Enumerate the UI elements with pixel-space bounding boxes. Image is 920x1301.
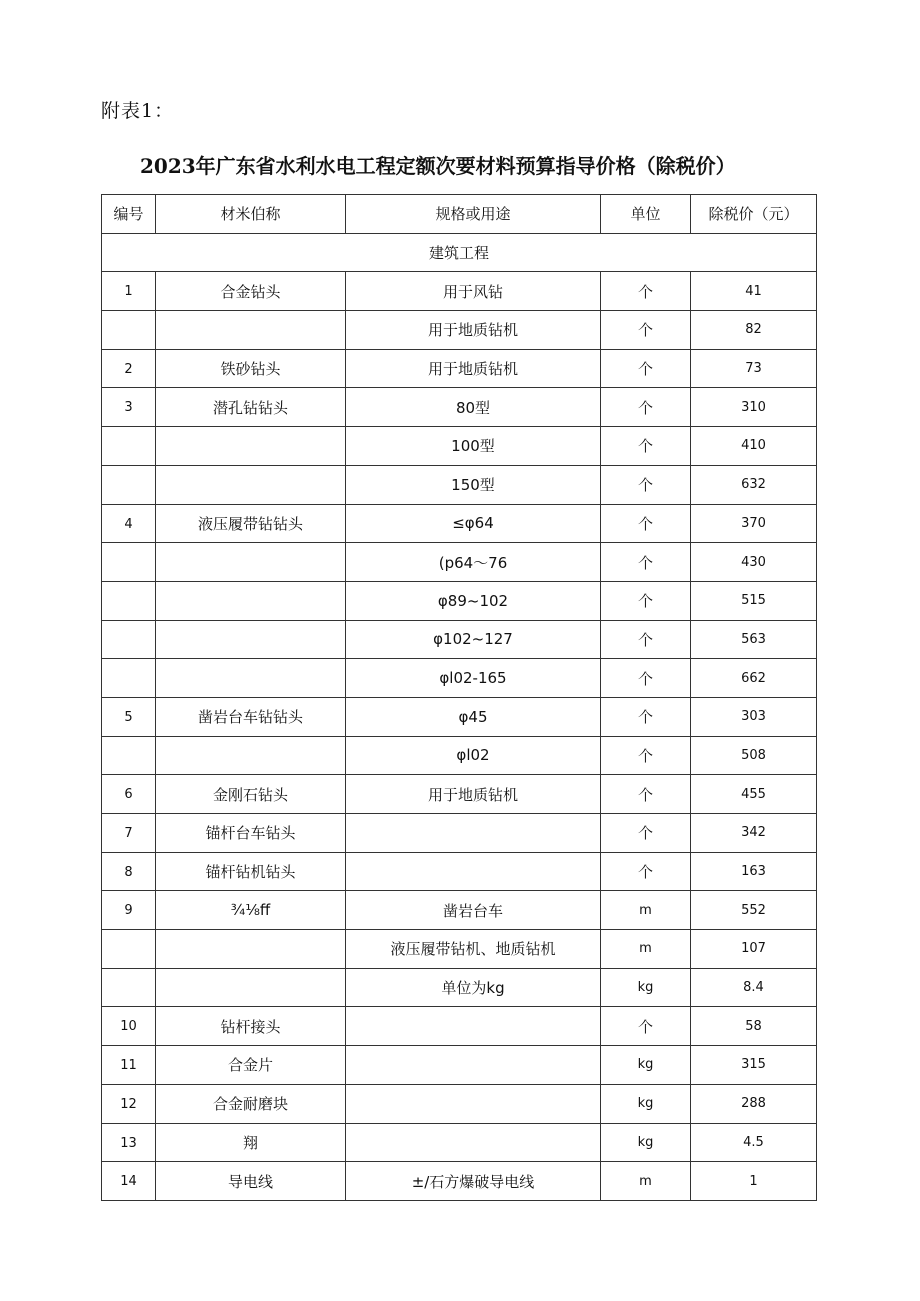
table-row xyxy=(102,891,817,930)
cell-no xyxy=(102,930,156,969)
cell-name: 金刚石钻头 xyxy=(156,775,346,814)
cell-unit: 个 xyxy=(601,1007,691,1046)
cell-unit: 个 xyxy=(601,311,691,350)
table-row xyxy=(102,543,817,582)
cell-unit: m xyxy=(601,891,691,930)
cell-price: 632 xyxy=(691,465,817,504)
cell-spec: 80型 xyxy=(346,388,601,427)
cell-price: 107 xyxy=(691,930,817,969)
cell-name xyxy=(156,427,346,466)
cell-unit: kg xyxy=(601,1123,691,1162)
table-row xyxy=(102,1084,817,1123)
cell-spec: φl02 xyxy=(346,736,601,775)
cell-price: 4.5 xyxy=(691,1123,817,1162)
cell-spec: 凿岩台车 xyxy=(346,891,601,930)
cell-no: 12 xyxy=(102,1084,156,1123)
cell-spec: φ89~102 xyxy=(346,581,601,620)
cell-no: 2 xyxy=(102,349,156,388)
cell-unit: 个 xyxy=(601,465,691,504)
cell-price: 310 xyxy=(691,388,817,427)
cell-name xyxy=(156,968,346,1007)
cell-unit: m xyxy=(601,1162,691,1201)
table-row xyxy=(102,968,817,1007)
cell-unit: 个 xyxy=(601,388,691,427)
cell-name: 钻杆接头 xyxy=(156,1007,346,1046)
cell-price: 41 xyxy=(691,272,817,311)
table-row xyxy=(102,504,817,543)
cell-spec: 150型 xyxy=(346,465,601,504)
cell-no: 14 xyxy=(102,1162,156,1201)
cell-name xyxy=(156,465,346,504)
cell-price: 455 xyxy=(691,775,817,814)
cell-price: 288 xyxy=(691,1084,817,1123)
cell-spec: 用于风钻 xyxy=(346,272,601,311)
cell-name: 锚杆台车钻头 xyxy=(156,814,346,853)
cell-unit: kg xyxy=(601,1084,691,1123)
cell-unit: 个 xyxy=(601,775,691,814)
cell-spec xyxy=(346,814,601,853)
cell-name: 合金片 xyxy=(156,1046,346,1085)
cell-name xyxy=(156,543,346,582)
appendix-label: 附表1： xyxy=(101,100,175,122)
cell-unit: 个 xyxy=(601,581,691,620)
table-row xyxy=(102,1007,817,1046)
cell-spec: φ45 xyxy=(346,697,601,736)
header-price: 除税价（元） xyxy=(691,195,817,234)
cell-unit: kg xyxy=(601,968,691,1007)
table-row xyxy=(102,852,817,891)
cell-no: 10 xyxy=(102,1007,156,1046)
cell-name: 铁砂钻头 xyxy=(156,349,346,388)
cell-unit: kg xyxy=(601,1046,691,1085)
table-row xyxy=(102,736,817,775)
table-row xyxy=(102,349,817,388)
cell-price: 410 xyxy=(691,427,817,466)
cell-price: 82 xyxy=(691,311,817,350)
cell-spec xyxy=(346,852,601,891)
cell-unit: 个 xyxy=(601,272,691,311)
cell-spec xyxy=(346,1007,601,1046)
cell-price: 662 xyxy=(691,659,817,698)
cell-price: 163 xyxy=(691,852,817,891)
cell-unit: m xyxy=(601,930,691,969)
cell-name: 合金钻头 xyxy=(156,272,346,311)
cell-price: 342 xyxy=(691,814,817,853)
section-row xyxy=(102,233,817,272)
cell-unit: 个 xyxy=(601,736,691,775)
cell-unit: 个 xyxy=(601,852,691,891)
table-row xyxy=(102,581,817,620)
cell-no xyxy=(102,427,156,466)
section-label: 建筑工程 xyxy=(102,233,817,272)
cell-name: 凿岩台车钻钻头 xyxy=(156,697,346,736)
cell-no: 4 xyxy=(102,504,156,543)
table-row xyxy=(102,697,817,736)
table-row xyxy=(102,775,817,814)
cell-name xyxy=(156,930,346,969)
table-header-row xyxy=(102,195,817,234)
cell-spec: 用于地质钻机 xyxy=(346,311,601,350)
cell-price: 1 xyxy=(691,1162,817,1201)
cell-name xyxy=(156,311,346,350)
table-row xyxy=(102,1046,817,1085)
cell-unit: 个 xyxy=(601,427,691,466)
table-row xyxy=(102,465,817,504)
header-name: 材米伯称 xyxy=(156,195,346,234)
cell-name xyxy=(156,736,346,775)
cell-no xyxy=(102,465,156,504)
cell-spec: 用于地质钻机 xyxy=(346,349,601,388)
cell-no xyxy=(102,581,156,620)
table-row xyxy=(102,1123,817,1162)
cell-name: 液压履带钻钻头 xyxy=(156,504,346,543)
cell-no: 9 xyxy=(102,891,156,930)
cell-unit: 个 xyxy=(601,659,691,698)
cell-spec xyxy=(346,1046,601,1085)
cell-unit: 个 xyxy=(601,349,691,388)
cell-unit: 个 xyxy=(601,504,691,543)
cell-name: 潜孔钻钻头 xyxy=(156,388,346,427)
price-table xyxy=(101,194,817,1201)
cell-price: 515 xyxy=(691,581,817,620)
cell-price: 58 xyxy=(691,1007,817,1046)
cell-name: 导电线 xyxy=(156,1162,346,1201)
cell-price: 8.4 xyxy=(691,968,817,1007)
cell-no xyxy=(102,968,156,1007)
cell-price: 370 xyxy=(691,504,817,543)
cell-no: 1 xyxy=(102,272,156,311)
table-row xyxy=(102,272,817,311)
cell-spec: 100型 xyxy=(346,427,601,466)
table-row xyxy=(102,311,817,350)
cell-spec: ±/石方爆破导电线 xyxy=(346,1162,601,1201)
document-title: 2023年广东省水利水电工程定额次要材料预算指导价格（除税价） xyxy=(140,154,736,178)
cell-price: 315 xyxy=(691,1046,817,1085)
header-spec: 规格或用途 xyxy=(346,195,601,234)
cell-spec: φ102~127 xyxy=(346,620,601,659)
table-body xyxy=(102,233,817,1200)
table-row xyxy=(102,659,817,698)
cell-name xyxy=(156,659,346,698)
cell-price: 508 xyxy=(691,736,817,775)
cell-unit: 个 xyxy=(601,814,691,853)
cell-price: 430 xyxy=(691,543,817,582)
cell-no xyxy=(102,659,156,698)
cell-spec: 单位为kg xyxy=(346,968,601,1007)
table-row xyxy=(102,388,817,427)
table-row xyxy=(102,1162,817,1201)
cell-price: 303 xyxy=(691,697,817,736)
cell-spec: 用于地质钻机 xyxy=(346,775,601,814)
cell-unit: 个 xyxy=(601,697,691,736)
cell-no: 11 xyxy=(102,1046,156,1085)
cell-name: 合金耐磨块 xyxy=(156,1084,346,1123)
cell-spec xyxy=(346,1084,601,1123)
cell-no: 7 xyxy=(102,814,156,853)
cell-no xyxy=(102,543,156,582)
cell-no: 8 xyxy=(102,852,156,891)
cell-spec: φl02-165 xyxy=(346,659,601,698)
cell-name: 锚杆钻机钻头 xyxy=(156,852,346,891)
cell-no xyxy=(102,311,156,350)
table-row xyxy=(102,930,817,969)
cell-no: 13 xyxy=(102,1123,156,1162)
cell-name: ¾⅛ff xyxy=(156,891,346,930)
cell-name: 翔 xyxy=(156,1123,346,1162)
cell-unit: 个 xyxy=(601,543,691,582)
cell-no xyxy=(102,736,156,775)
header-unit: 单位 xyxy=(601,195,691,234)
cell-name xyxy=(156,581,346,620)
cell-price: 552 xyxy=(691,891,817,930)
cell-no xyxy=(102,620,156,659)
cell-no: 3 xyxy=(102,388,156,427)
table-row xyxy=(102,814,817,853)
table-row xyxy=(102,620,817,659)
cell-spec: 液压履带钻机、地质钻机 xyxy=(346,930,601,969)
cell-name xyxy=(156,620,346,659)
header-no: 编号 xyxy=(102,195,156,234)
cell-price: 73 xyxy=(691,349,817,388)
cell-spec: ≤φ64 xyxy=(346,504,601,543)
table-row xyxy=(102,427,817,466)
cell-no: 6 xyxy=(102,775,156,814)
cell-price: 563 xyxy=(691,620,817,659)
cell-no: 5 xyxy=(102,697,156,736)
cell-unit: 个 xyxy=(601,620,691,659)
cell-spec: (p64～76 xyxy=(346,543,601,582)
cell-spec xyxy=(346,1123,601,1162)
